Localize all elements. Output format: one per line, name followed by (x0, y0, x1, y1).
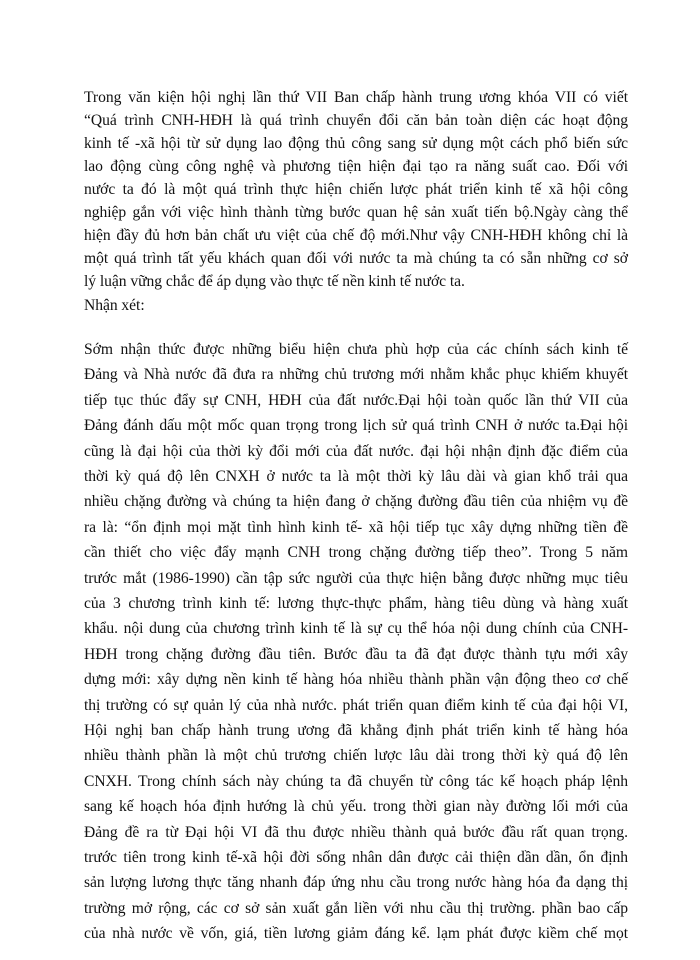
text-line: “Quá trình CNH-HĐH là quá trình chuyển đổi căn bản toàn diện các hoạt động (84, 112, 628, 129)
text-line: trước mắt (1986-1990) cần tập sức người của thực hiện bằng được những mục tiêu (84, 569, 628, 587)
text-line: sản lượng lương thực tăng nhanh đáp ứng nhu cầu trong nước hàng hóa đa dạng thị (84, 874, 628, 892)
text-line: Trong văn kiện hội nghị lần thứ VII Ban chấp hành trung ương khóa VII có viết (84, 89, 628, 106)
text-line: cần thiết cho việc đẩy mạnh CNH trong chặng đường tiếp theo”. Trong 5 năm (84, 544, 628, 562)
text-line: kinh tế -xã hội từ sử dụng lao động thủ công sang sử dụng một cách phổ biến sức (84, 135, 628, 152)
text-line: Đảng đánh dấu một mốc quan trọng trong lịch sử quá trình CNH ở nước ta.Đại hội (84, 417, 628, 435)
text-line: CNXH. Trong chính sách này chúng ta đã chuyển từ công tác kế hoạch pháp lệnh (84, 772, 628, 790)
text-line: khẩu. nội dung của chương trình kinh tế là sự cụ thể hóa nội dung chính của CNH- (84, 620, 628, 638)
text-line: lý luận vững chắc để áp dụng vào thực tế nền kinh tế nước ta. (84, 273, 465, 290)
text-line: một quá trình tất yếu khách quan đối với nước ta mà chúng ta có sẵn những cơ sở (84, 250, 628, 267)
text-line: hiện đầy đủ hơn bản chất ưu việt của chế độ mới.Như vậy CNH-HĐH không chỉ là (84, 227, 628, 244)
text-line: HĐH trong chặng đường đầu tiên. Bước đầu ta đã đạt được thành tựu mới xây (84, 645, 628, 663)
text-line: sang kế hoạch hóa định hướng là chủ yếu. trong thời gian này đường lối mới của (84, 798, 628, 816)
text-line: cũng là đại hội của thời kỳ đổi mới của đất nước. đại hội nhận định đặc điểm của (84, 442, 628, 460)
text-line: nước ta đó là một quá trình thực hiện chiến lược phát triển kinh tế xã hội công (84, 181, 628, 198)
text-line: trước tiên trong kinh tế-xã hội đời sống nhân dân được cải thiện dần dần, ổn định (84, 849, 628, 866)
text-line: thị trường có sự quản lý của nhà nước. phát triển quan điểm kinh tế của đại hội VI, (84, 696, 628, 714)
text-line: trường mở rộng, các cơ sở sản xuất gắn liền với nhu cầu thị trường. phần bao cấp (84, 899, 628, 917)
text-line: lao động cùng công nghệ và phương tiện hiện đại tạo ra năng suất cao. Đối với (84, 158, 628, 175)
text-line: nhiều thành phần là một chủ trương chiến lược lâu dài trong thời kỳ quá độ lên (84, 747, 628, 765)
text-line: thời kỳ quá độ lên CNXH ở nước ta là một thời kỳ lâu dài và gian khổ trải qua (84, 468, 628, 485)
text-line: Sớm nhận thức được những biểu hiện chưa phù hợp của các chính sách kinh tế (84, 341, 628, 358)
text-line: Đảng đề ra từ Đại hội VI đã thu được nhiều thành quả bước đầu rất quan trọng. (84, 823, 628, 841)
text-line: nghiệp gắn với việc hình thành từng bước quan hệ sản xuất tiến bộ.Ngày càng thể (84, 204, 628, 221)
text-line: Đảng và Nhà nước đã đưa ra những chủ trương mới nhằm khắc phục khiếm khuyết (84, 366, 628, 384)
text-line: ra là: “ổn định mọi mặt tình hình kinh tế- xã hội tiếp tục xây dựng những tiền đề (84, 518, 628, 536)
text-line: tiếp tục thúc đẩy sự CNH, HĐH của đất nước.Đại hội toàn quốc lần thứ VII của (84, 391, 628, 409)
text-line: của nhà nước về vốn, giá, tiền lương giảm đáng kể. lạm phát được kiềm chế mọt (84, 925, 628, 943)
text-line: của 3 chương trình kinh tế: lương thực-thực phẩm, hàng tiêu dùng và hàng xuất (84, 595, 628, 612)
section-heading: Nhận xét: (84, 297, 145, 314)
text-line: nhiều chặng đường và chúng ta hiện đang ở chặng đường đầu tiên của nhiệm vụ đề (84, 493, 628, 511)
text-line: Hội nghị ban chấp hành trung ương đã khẳng định phát triển kinh tế hàng hóa (84, 722, 628, 739)
text-line: dựng mới: xây dựng nền kinh tế hàng hóa nhiều thành phần vận động theo cơ chế (84, 671, 628, 689)
